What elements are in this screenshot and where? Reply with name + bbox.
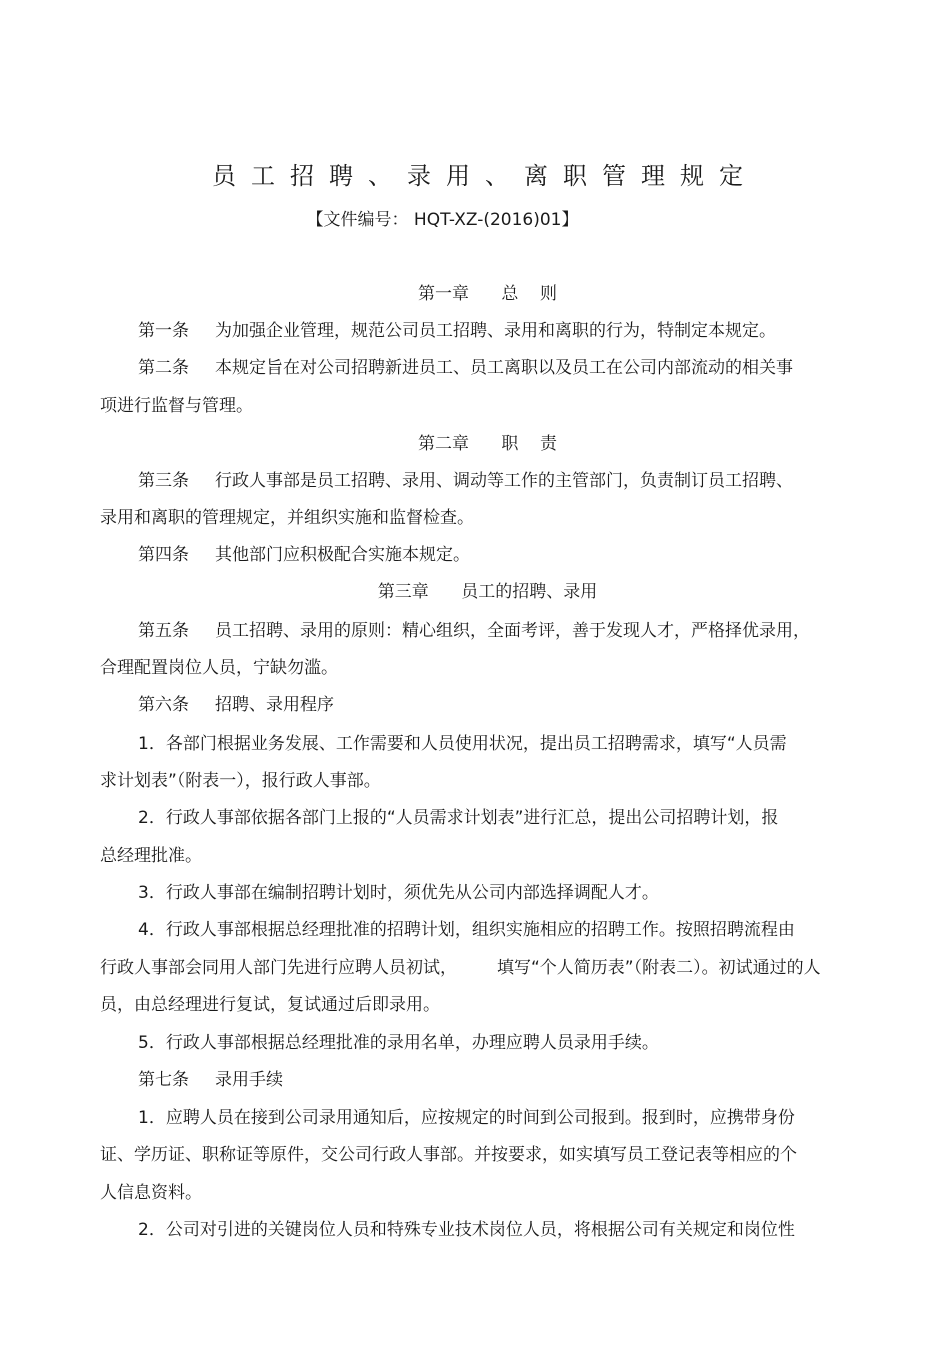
chapter-heading-1: 第一章 总 则 (417, 284, 558, 304)
article-text: 本规定旨在对公司招聘新进员工、员工离职以及员工在公司内部流动的相关事 (215, 358, 793, 378)
article-text: 为加强企业管理，规范公司员工招聘、录用和离职的行为，特制定本规定。 (215, 321, 776, 341)
article-5 (138, 617, 810, 645)
article-label: 第四条 (138, 545, 189, 565)
article-text: 其他部门应积极配合实施本规定。 (215, 545, 470, 565)
document-title: 员工招聘、录用、离职管理规定 (212, 162, 758, 190)
procedure-item-2-continuation: 总经理批准。 (100, 846, 202, 866)
procedure-item-4-continuation (100, 954, 821, 982)
article-2 (138, 354, 793, 382)
document-number: 【文件编号： HQT-XZ-(2016)01】 (306, 210, 579, 230)
article-7 (138, 1066, 283, 1094)
hiring-step-2: 2．公司对引进的关键岗位人员和特殊专业技术岗位人员，将根据公司有关规定和岗位性 (138, 1220, 795, 1240)
chapter-heading-3: 第三章 员工的招聘、录用 (377, 582, 598, 602)
hiring-step-1-continuation: 证、学历证、职称证等原件，交公司行政人事部。并按要求，如实填写员工登记表等相应的个 (100, 1145, 797, 1165)
procedure-item-1-continuation: 求计划表”（附表一），报行政人事部。 (100, 771, 381, 791)
procedure-item-4-part-a: 行政人事部会同用人部门先进行应聘人员初试， (100, 958, 457, 978)
article-2-continuation: 项进行监督与管理。 (100, 396, 253, 416)
article-3 (138, 467, 793, 495)
article-1 (138, 317, 776, 345)
article-text: 录用手续 (215, 1070, 283, 1090)
article-text: 行政人事部是员工招聘、录用、调动等工作的主管部门，负责制订员工招聘、 (215, 471, 793, 491)
article-label: 第六条 (138, 695, 189, 715)
article-label: 第五条 (138, 621, 189, 641)
article-label: 第二条 (138, 358, 189, 378)
procedure-item-5: 5．行政人事部根据总经理批准的录用名单，办理应聘人员录用手续。 (138, 1033, 659, 1053)
article-text: 招聘、录用程序 (215, 695, 334, 715)
article-label: 第七条 (138, 1070, 189, 1090)
article-label: 第三条 (138, 471, 189, 491)
procedure-item-4: 4．行政人事部根据总经理批准的招聘计划，组织实施相应的招聘工作。按照招聘流程由 (138, 920, 795, 940)
hiring-step-1-continuation-2: 人信息资料。 (100, 1183, 202, 1203)
procedure-item-3: 3．行政人事部在编制招聘计划时，须优先从公司内部选择调配人才。 (138, 883, 659, 903)
procedure-item-4-continuation-2: 员，由总经理进行复试，复试通过后即录用。 (100, 995, 440, 1015)
chapter-heading-2: 第二章 职 责 (417, 434, 558, 454)
procedure-item-2: 2．行政人事部依据各部门上报的“人员需求计划表”进行汇总，提出公司招聘计划，报 (138, 808, 779, 828)
hiring-step-1: 1．应聘人员在接到公司录用通知后，应按规定的时间到公司报到。报到时，应携带身份 (138, 1108, 795, 1128)
article-6 (138, 691, 334, 719)
article-label: 第一条 (138, 321, 189, 341)
article-text: 员工招聘、录用的原则：精心组织，全面考评，善于发现人才，严格择优录用， (215, 621, 810, 641)
article-3-continuation: 录用和离职的管理规定，并组织实施和监督检查。 (100, 508, 474, 528)
procedure-item-1: 1．各部门根据业务发展、工作需要和人员使用状况，提出员工招聘需求，填写“人员需 (138, 734, 787, 754)
article-5-continuation: 合理配置岗位人员，宁缺勿滥。 (100, 658, 338, 678)
article-4 (138, 541, 470, 569)
procedure-item-4-part-b: 填写“个人简历表”（附表二）。初试通过的人 (497, 958, 821, 978)
